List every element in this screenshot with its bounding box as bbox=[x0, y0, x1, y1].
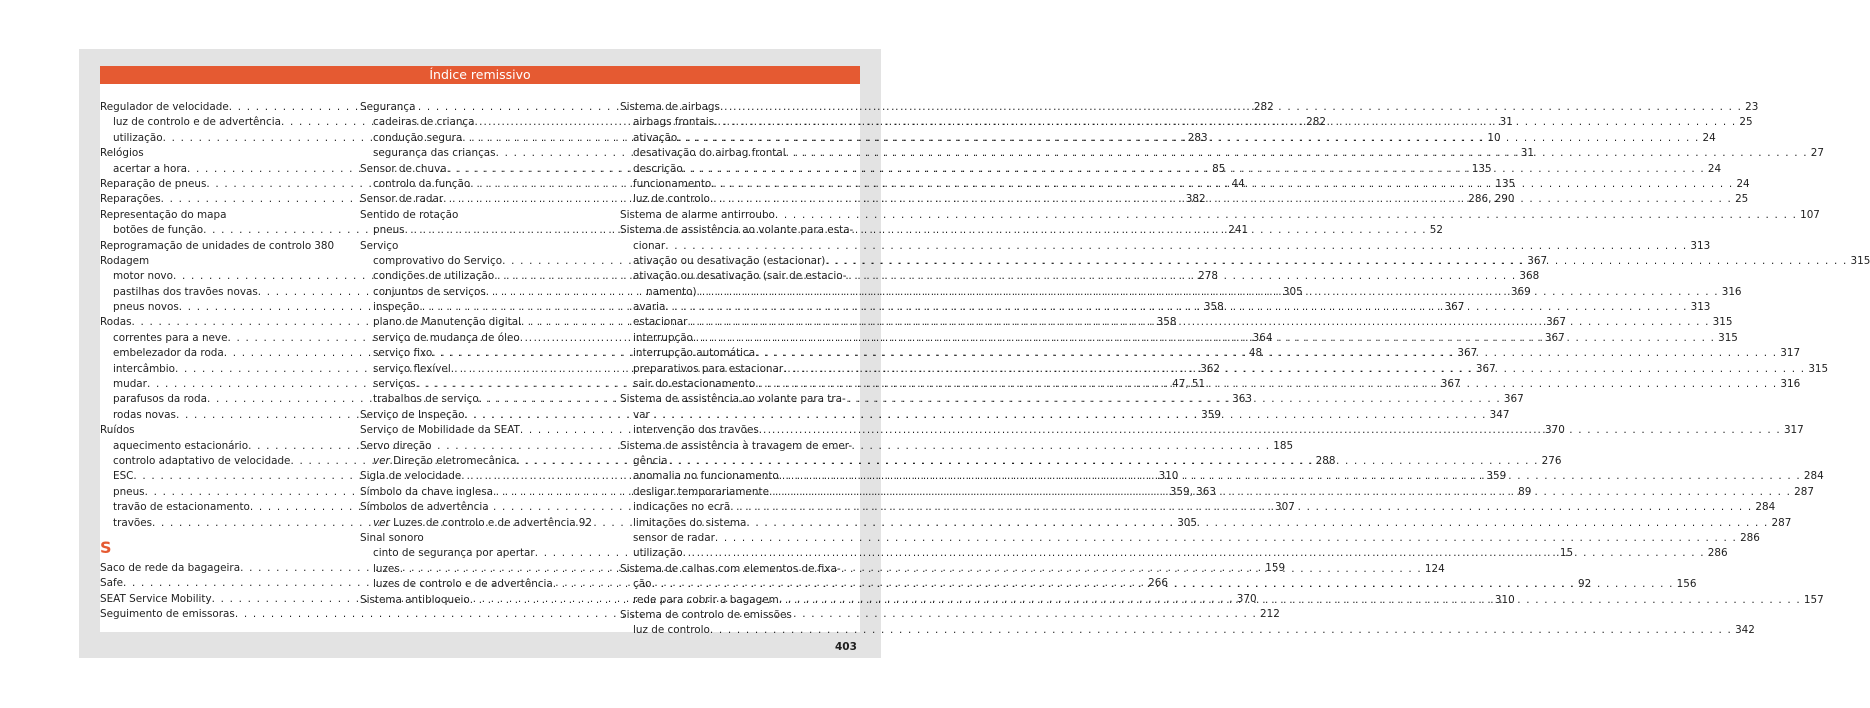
entry-page: 367 bbox=[1503, 393, 1524, 406]
entry-text: aquecimento estacionário bbox=[113, 439, 249, 452]
index-entry bbox=[620, 239, 1711, 254]
leader-dots bbox=[697, 285, 1719, 300]
entry-page: 363 bbox=[1232, 393, 1252, 406]
leader-dots bbox=[693, 331, 1715, 346]
entry-text: cadeiras de criança bbox=[373, 116, 475, 129]
entry-text: controlo adaptativo de velocidade bbox=[113, 454, 291, 467]
leader-dots bbox=[405, 223, 1427, 238]
entry-text: gência bbox=[633, 454, 668, 467]
entry-text: ver Luzes de controlo e de advertência bbox=[373, 516, 576, 529]
entry-text: utilização bbox=[113, 131, 163, 144]
index-entry bbox=[360, 239, 592, 254]
entry-page: 307 bbox=[1275, 501, 1295, 514]
entry-text: sair do estacionamento bbox=[633, 378, 756, 391]
entry-page: 286 bbox=[1707, 547, 1728, 560]
entry-text: descrição bbox=[633, 162, 683, 175]
entry-page: 276 bbox=[1541, 454, 1562, 467]
leader-dots bbox=[683, 162, 1705, 177]
entry-text: ção bbox=[633, 578, 652, 591]
entry-text: comprovativo do Serviço bbox=[373, 254, 503, 267]
entry-page: 364 bbox=[1252, 331, 1273, 344]
entry-page: 317 bbox=[1780, 347, 1801, 360]
leader-dots bbox=[730, 500, 1752, 515]
leader-dots bbox=[779, 593, 1801, 608]
entry-page: 89 bbox=[1518, 485, 1532, 498]
index-entry bbox=[620, 392, 852, 407]
leader-dots bbox=[710, 623, 1732, 638]
entry-page: 52 bbox=[1429, 224, 1443, 237]
index-entry bbox=[620, 608, 852, 623]
entry-text: Sistema de alarme antirroubo bbox=[620, 208, 775, 221]
entry-text: rede para cobrir a bagagem bbox=[633, 593, 779, 606]
leader-dots bbox=[755, 346, 1777, 361]
leader-dots bbox=[711, 177, 1733, 192]
entry-text: intervenção dos travões bbox=[633, 424, 759, 437]
index-entry bbox=[360, 500, 592, 515]
entry-text: cinto de segurança por apertar bbox=[373, 547, 535, 560]
entry-text: interrupção automática bbox=[633, 347, 756, 360]
entry-page: 92 bbox=[578, 516, 592, 529]
entry-text: luz de controlo bbox=[633, 193, 710, 206]
entry-text: Rodagem bbox=[100, 254, 150, 267]
entry-page: 92 bbox=[1577, 578, 1592, 591]
entry-text: indicações no ecrã bbox=[633, 501, 731, 514]
entry-text: Rodas bbox=[100, 316, 132, 329]
entry-text: desligar temporariamente bbox=[633, 485, 769, 498]
leader-dots bbox=[720, 100, 1742, 115]
leader-dots bbox=[769, 485, 1791, 500]
entry-text: serviços bbox=[373, 378, 416, 391]
entry-text: botões de função bbox=[113, 224, 204, 237]
leader-dots bbox=[710, 192, 1732, 207]
entry-text: Sentido de rotação bbox=[360, 208, 459, 221]
entry-page: 15 bbox=[1559, 547, 1574, 560]
entry-text: pastilhas dos travões novas bbox=[113, 285, 258, 298]
entry-text: anomalia no funcionamento bbox=[633, 470, 779, 483]
entry-page: 135 bbox=[1495, 177, 1516, 190]
leader-dots bbox=[779, 469, 1801, 484]
entry-text: pneus bbox=[373, 224, 405, 237]
leader-dots bbox=[775, 208, 1797, 223]
entry-page: 380 bbox=[314, 239, 335, 252]
leader-dots bbox=[400, 562, 1422, 577]
entry-text: cionar bbox=[633, 239, 666, 252]
entry-page: 367 bbox=[1475, 362, 1496, 375]
entry-page: 48 bbox=[1248, 347, 1263, 360]
entry-text: rodas novas bbox=[113, 408, 176, 421]
entry-page: 10 bbox=[1487, 131, 1501, 144]
index-entry bbox=[100, 146, 332, 161]
leader-dots bbox=[687, 315, 1709, 330]
index-entry bbox=[620, 454, 852, 469]
entry-page: 27 bbox=[1810, 147, 1824, 160]
entry-text: Representação do mapa bbox=[100, 208, 227, 221]
entry-page: 284 bbox=[1755, 501, 1776, 514]
entry-page: 157 bbox=[1803, 593, 1824, 606]
entry-text: ver Direção eletromecânica bbox=[373, 454, 517, 467]
entry-page: 24 bbox=[1702, 131, 1716, 144]
entry-text: motor novo bbox=[113, 270, 173, 283]
entry-text: Sistema de controlo de emissões bbox=[620, 608, 792, 621]
leader-dots bbox=[683, 546, 1705, 561]
entry-page: 284 bbox=[1803, 470, 1824, 483]
entry-text: parafusos da roda bbox=[113, 393, 207, 406]
entry-page: 31 bbox=[1499, 116, 1513, 129]
leader-dots bbox=[665, 239, 1687, 254]
entry-text: Reparação de pneus bbox=[100, 177, 207, 190]
entry-page: 310 bbox=[1158, 470, 1179, 483]
entry-text: var bbox=[633, 408, 650, 421]
entry-text: Regulador de velocidade bbox=[100, 101, 229, 113]
entry-text: utilização bbox=[633, 547, 683, 560]
index-entry bbox=[620, 208, 1820, 223]
section-letter: S bbox=[100, 537, 112, 557]
entry-text: Sistema de assistência ao volante para tra- bbox=[620, 393, 846, 406]
entry-page: 315 bbox=[1712, 316, 1733, 329]
index-entry bbox=[360, 531, 592, 546]
entry-page: 288 bbox=[1315, 454, 1336, 467]
entry-page: 369 bbox=[1510, 285, 1531, 298]
index-page bbox=[100, 66, 1870, 637]
entry-text: intercâmbio bbox=[113, 362, 176, 375]
entry-text: Sistema de assistência ao volante para esta- bbox=[620, 224, 854, 237]
entry-page: 266 bbox=[1148, 577, 1169, 590]
index-entry bbox=[100, 208, 332, 223]
entry-page: 283 bbox=[1187, 131, 1208, 144]
entry-page: 159 bbox=[1265, 561, 1286, 574]
see-prefix: ver bbox=[373, 454, 390, 467]
entry-page: 315 bbox=[1718, 331, 1738, 344]
index-entry bbox=[620, 562, 852, 577]
entry-text: Reprogramação de unidades de controlo bbox=[100, 239, 312, 252]
entry-page: 367 bbox=[1444, 301, 1465, 314]
entry-page: 358 bbox=[1203, 301, 1224, 314]
index-entry bbox=[620, 531, 1760, 546]
entry-text: segurança das crianças bbox=[373, 147, 496, 160]
entry-page: 282 bbox=[1253, 101, 1274, 113]
leader-dots bbox=[464, 408, 1486, 423]
entry-page: 370 bbox=[1545, 424, 1565, 437]
entry-text: Serviço de Inspeção bbox=[360, 408, 465, 421]
index-entry bbox=[620, 439, 852, 454]
entry-page: 25 bbox=[1735, 193, 1749, 206]
entry-text: luzes de controlo e de advertência bbox=[373, 578, 553, 591]
entry-page: 305 bbox=[1282, 285, 1303, 298]
leader-dots bbox=[714, 115, 1736, 130]
entry-page: 287 bbox=[1794, 485, 1814, 498]
entry-page: 367 bbox=[1544, 331, 1565, 344]
entry-page: 241 bbox=[1228, 224, 1249, 237]
entry-text: correntes para a neve bbox=[113, 331, 228, 344]
entry-page: 24 bbox=[1707, 162, 1722, 175]
entry-page: 347 bbox=[1489, 408, 1510, 421]
entry-text: Safe bbox=[100, 577, 124, 590]
index-entry bbox=[100, 423, 332, 438]
entry-text: Seguimento de emissoras bbox=[100, 608, 235, 621]
entry-text: Sistema de airbags bbox=[620, 101, 720, 113]
entry-text: avaria bbox=[633, 301, 666, 314]
entry-page: 313 bbox=[1690, 239, 1711, 252]
entry-text: Sensor de chuva bbox=[360, 162, 447, 175]
entry-page: 23 bbox=[1745, 101, 1759, 113]
entry-page: 47, 51 bbox=[1172, 378, 1206, 391]
entry-page: 305 bbox=[1177, 516, 1198, 529]
entry-text: travões bbox=[113, 516, 153, 529]
entry-text: Símbolo da chave inglesa bbox=[360, 485, 494, 498]
entry-text: inspeção bbox=[373, 301, 420, 314]
entry-text: luz de controlo bbox=[633, 624, 710, 637]
entry-text: embelezador da roda bbox=[113, 347, 224, 360]
entry-page: 368 bbox=[1519, 270, 1540, 283]
entry-text: controlo da função bbox=[373, 177, 471, 190]
entry-page: 282 bbox=[1306, 116, 1326, 129]
entry-text: limitações do sistema bbox=[633, 516, 747, 529]
page-header: Índice remissivo bbox=[100, 66, 860, 84]
index-entry bbox=[620, 623, 1755, 638]
entry-page: 367 bbox=[1457, 347, 1478, 360]
entry-text: Sistema de calhas com elementos de fixa- bbox=[620, 562, 841, 575]
entry-text: serviço de mudança de óleo bbox=[373, 331, 520, 344]
entry-text: ESC bbox=[113, 470, 134, 483]
leader-dots bbox=[783, 362, 1805, 377]
entry-page: 24 bbox=[1736, 177, 1750, 190]
entry-text: travão de estacionamento bbox=[113, 501, 250, 514]
entry-text: Relógios bbox=[100, 147, 144, 160]
entry-page: 316 bbox=[1721, 285, 1742, 298]
index-entry bbox=[100, 239, 335, 254]
entry-text: ativação ou desativação (sair de estacio- bbox=[633, 270, 847, 283]
entry-page: 310 bbox=[1494, 593, 1515, 606]
entry-text: conjuntos de serviços bbox=[373, 285, 486, 298]
index-entry bbox=[360, 439, 592, 454]
entry-text: estacionar bbox=[633, 316, 688, 329]
entry-text: Sensor de radar bbox=[360, 193, 444, 206]
entry-page: 156 bbox=[1676, 578, 1697, 591]
entry-text: pneus novos bbox=[113, 301, 179, 314]
entry-text: Sistema antibloqueio bbox=[360, 593, 470, 606]
entry-text: Sistema de assistência à travagem de emer- bbox=[620, 439, 853, 452]
entry-text: condução segura bbox=[373, 131, 463, 144]
entry-text: luz de controlo e de advertência bbox=[113, 116, 281, 129]
entry-text: Sinal sonoro bbox=[360, 531, 424, 544]
entry-page: 342 bbox=[1735, 624, 1755, 637]
entry-page: 359, 363 bbox=[1169, 485, 1217, 498]
entry-page: 370 bbox=[1236, 592, 1257, 605]
entry-text: namento) bbox=[646, 285, 697, 298]
entry-text: trabalhos de serviço bbox=[373, 393, 479, 406]
entry-text: preparativos para estacionar bbox=[633, 362, 784, 375]
leader-dots bbox=[677, 131, 1699, 146]
entry-page: 286 bbox=[1740, 531, 1760, 544]
entry-page: 367 bbox=[1440, 378, 1461, 391]
entry-text: mudar bbox=[113, 378, 147, 391]
entry-page: 316 bbox=[1780, 378, 1801, 391]
index-entry bbox=[360, 100, 592, 115]
leader-dots bbox=[755, 377, 1777, 392]
entry-page: 25 bbox=[1739, 116, 1753, 129]
entry-text: Serviço bbox=[360, 239, 399, 252]
index-entry bbox=[100, 254, 332, 269]
entry-page: 315 bbox=[1850, 254, 1870, 267]
entry-page: 212 bbox=[1259, 608, 1280, 621]
entry-text: Servo direção bbox=[360, 439, 432, 452]
index-entry bbox=[360, 516, 592, 531]
entry-text: acertar a hora bbox=[113, 162, 188, 175]
entry-page: 359 bbox=[1201, 408, 1221, 421]
entry-page: 317 bbox=[1783, 424, 1804, 437]
entry-text: luzes bbox=[373, 562, 400, 575]
index-entry bbox=[620, 269, 852, 284]
entry-page: 358 bbox=[1156, 316, 1177, 329]
entry-page: 367 bbox=[1546, 316, 1566, 329]
leader-dots bbox=[746, 516, 1768, 531]
index-entry bbox=[620, 408, 852, 423]
entry-page: 85 bbox=[1212, 162, 1226, 175]
entry-text: ativação bbox=[633, 131, 678, 144]
entry-page: 135 bbox=[1471, 162, 1492, 175]
entry-text: desativação do airbag frontal bbox=[633, 147, 786, 160]
entry-text: sensor de radar bbox=[633, 531, 715, 544]
leader-dots bbox=[786, 146, 1808, 161]
entry-page: 362 bbox=[1200, 362, 1221, 375]
entry-text: interrupção bbox=[633, 331, 693, 344]
entry-text: Saco de rede da bagageira bbox=[100, 561, 241, 574]
entry-text: pneus bbox=[113, 485, 145, 498]
entry-page: 278 bbox=[1198, 270, 1218, 283]
entry-text: Sigla de velocidade bbox=[360, 470, 462, 483]
entry-page: 124 bbox=[1424, 562, 1445, 575]
entry-text: Ruídos bbox=[100, 424, 135, 437]
entry-text: plano de Manutenção digital bbox=[373, 316, 521, 329]
index-entry bbox=[360, 208, 592, 223]
entry-page: 313 bbox=[1690, 301, 1711, 314]
entry-text: Símbolos de advertência bbox=[360, 501, 489, 514]
entry-page: 31 bbox=[1520, 147, 1534, 160]
leader-dots bbox=[759, 423, 1781, 438]
page-number: 403 bbox=[835, 641, 857, 653]
entry-text: serviço fixo bbox=[373, 347, 433, 360]
entry-text: ativação ou desativação (estacionar) bbox=[633, 254, 826, 267]
entry-page: 286, 290 bbox=[1468, 193, 1515, 206]
entry-text: funcionamento bbox=[633, 177, 712, 190]
leader-dots bbox=[825, 254, 1847, 269]
entry-page: 44 bbox=[1231, 177, 1245, 190]
entry-page: 185 bbox=[1273, 439, 1294, 452]
entry-page: 382 bbox=[1185, 193, 1206, 206]
entry-page: 315 bbox=[1808, 362, 1829, 375]
leader-dots bbox=[651, 577, 1673, 592]
entry-text: Reparações bbox=[100, 193, 161, 206]
leader-dots bbox=[665, 300, 1687, 315]
entry-page: 107 bbox=[1800, 208, 1820, 221]
entry-text: Serviço de Mobilidade da SEAT bbox=[360, 424, 520, 437]
entry-page: 367 bbox=[1527, 254, 1548, 267]
entry-text: airbags frontais bbox=[633, 116, 715, 129]
entry-page: 359 bbox=[1486, 470, 1507, 483]
entry-text: condições de utilização bbox=[373, 270, 495, 283]
entry-text: Segurança bbox=[360, 101, 416, 113]
leader-dots bbox=[715, 531, 1737, 546]
entry-text: SEAT Service Mobility bbox=[100, 592, 212, 605]
see-prefix: ver bbox=[373, 516, 390, 529]
entry-text: serviço flexível bbox=[373, 362, 451, 375]
index-entry bbox=[620, 223, 852, 238]
entry-page: 287 bbox=[1771, 516, 1792, 529]
